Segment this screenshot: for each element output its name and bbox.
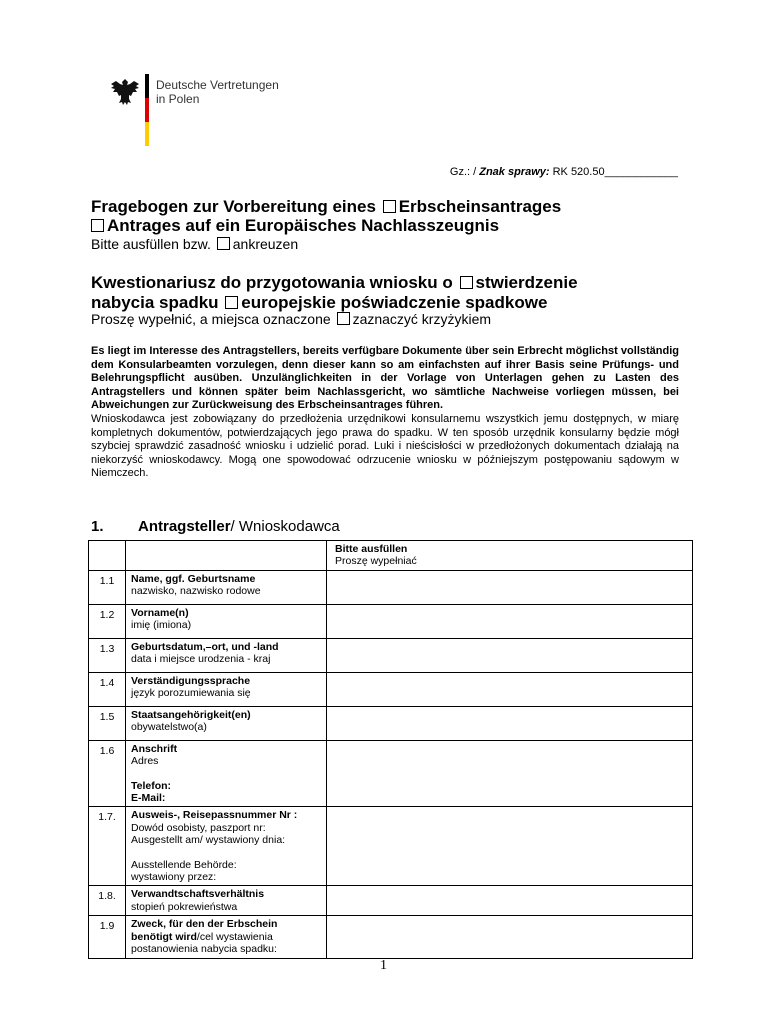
hint-pl-a: Proszę wypełnić, a miejsca oznaczone xyxy=(91,311,331,327)
row-label xyxy=(126,706,327,740)
row-label xyxy=(126,604,327,638)
hint-de xyxy=(91,236,298,253)
row-number: 1.3 xyxy=(89,638,126,672)
table-row xyxy=(89,672,693,706)
applicant-form-table xyxy=(88,540,693,959)
label-de: Geburtsdatum,–ort, und -land xyxy=(131,640,279,653)
page-number: 1 xyxy=(380,958,387,973)
head-pl: Proszę wypełniać xyxy=(335,555,417,568)
intro-de: Es liegt im Interesse des Antragstellers, bereits verfügbare Dokumente über sein Erbrecht möglichst vollständig dem Konsularbeamten vorzulegen, denn dieser kann so am einfachsten auf ihrer Basis seine Prüfungs- und Belehrungspflicht ausüben. Unzulänglichkeiten in der Vorlage von Unterlagen gehen zu Lasten des Antragstellers und können später beim Nachlassgericht, wo sämtliche Nachweise vorliegen müssen, bei Abweichungen zur Zurückweisung des Erbscheinsantrages führen. xyxy=(91,345,679,412)
label-pl: Dowód osobisty, paszport nr: xyxy=(131,821,266,834)
checkbox-hint-de xyxy=(217,237,230,250)
label-pl: obywatelstwo(a) xyxy=(131,721,207,734)
case-reference xyxy=(450,166,678,178)
row-label xyxy=(126,886,327,916)
table-row xyxy=(89,916,693,958)
ref-label: Znak sprawy: xyxy=(479,166,550,178)
label-de: Anschrift xyxy=(131,742,178,755)
row-number: 1.1 xyxy=(89,570,126,604)
label-de: Ausweis-, Reisepassnummer Nr : xyxy=(131,809,298,822)
title-de-text-c: Antrages auf ein Europäisches Nachlasszeugnis xyxy=(107,216,500,235)
title-de-text-b: Erbscheinsantrages xyxy=(398,197,562,216)
table-row xyxy=(89,638,693,672)
title-pl-text-a: Kwestionariusz do przygotowania wniosku o xyxy=(91,273,453,292)
row-number: 1.6 xyxy=(89,740,126,807)
header-fill-hint xyxy=(327,541,693,571)
citizenship-input[interactable] xyxy=(327,706,693,740)
title-pl-text-d: europejskie poświadczenie spadkowe xyxy=(241,293,548,312)
label-authority-pl: wystawiony przez: xyxy=(131,871,217,884)
label-tel: Telefon: xyxy=(131,779,172,792)
row-number: 1.2 xyxy=(89,604,126,638)
checkbox-stwierdzenie[interactable] xyxy=(460,276,473,289)
section-title-de: Antragsteller xyxy=(138,518,231,535)
checkbox-nachlasszeugnis[interactable] xyxy=(91,219,104,232)
language-input[interactable] xyxy=(327,672,693,706)
label-de: Vorname(n) xyxy=(131,606,189,619)
table-row xyxy=(89,740,693,807)
title-pl-text-c: nabycia spadku xyxy=(91,293,219,312)
row-label xyxy=(126,740,327,807)
title-pl-line-1 xyxy=(91,273,578,293)
title-pl-text-b: stwierdzenie xyxy=(475,273,578,292)
label-pl-issued: Ausgestellt am/ wystawiony dnia: xyxy=(131,834,286,847)
title-de-text-a: Fragebogen zur Vorbereitung eines xyxy=(91,197,376,216)
label-pl: język porozumiewania się xyxy=(131,687,251,700)
row-number: 1.4 xyxy=(89,672,126,706)
federal-eagle-logo xyxy=(108,76,142,115)
header-empty-num xyxy=(89,541,126,571)
label-de: Verständigungssprache xyxy=(131,674,251,687)
row-label xyxy=(126,807,327,886)
purpose-input[interactable] xyxy=(327,916,693,958)
title-de-line-2 xyxy=(91,216,499,236)
eagle-icon xyxy=(108,76,142,110)
row-label xyxy=(126,570,327,604)
label-pl: imię (imiona) xyxy=(131,619,192,632)
hint-pl-b: zaznaczyć krzyżykiem xyxy=(352,311,492,327)
row-number: 1.8. xyxy=(89,886,126,916)
label-pl: stopień pokrewieństwa xyxy=(131,900,238,913)
label-mail: E-Mail: xyxy=(131,792,166,805)
checkbox-hint-pl xyxy=(337,312,350,325)
hint-de-b: ankreuzen xyxy=(232,236,299,252)
label-de: Zweck, für den der Erbschein benötigt wird xyxy=(131,918,278,943)
label-de: Verwandtschaftsverhältnis xyxy=(131,888,265,901)
table-row xyxy=(89,706,693,740)
table-header-row xyxy=(89,541,693,571)
row-number: 1.9 xyxy=(89,916,126,958)
birth-input[interactable] xyxy=(327,638,693,672)
section-number: 1. xyxy=(91,518,104,535)
head-de: Bitte ausfüllen xyxy=(335,543,408,555)
table-row xyxy=(89,886,693,916)
german-flag-stripe xyxy=(145,74,149,146)
table-row xyxy=(89,807,693,886)
row-label xyxy=(126,672,327,706)
table-row xyxy=(89,570,693,604)
label-pl: /cel wystawienia postanowienia nabycia spadku: xyxy=(131,930,277,956)
intro-pl: Wnioskodawca jest zobowiązany do przedłożenia urzędnikowi konsularnemu wszystkich jemu dostępnych, w miarę kompletnych dokumentów, potwierdzających jego prawa do spadku. W ten sposób urzędnik konsularny będzie mógł szybciej sprawdzić zasadność wniosku i udzielić porad. Luki i nieścisłości w przedłożonych dokumentach działają na niekorzyść wnioskodawcy. Mogą one spowodować odrzucenie wniosku w późniejszym postępowaniu sądowym w Niemczech. xyxy=(91,412,679,480)
row-label xyxy=(126,638,327,672)
address-input[interactable] xyxy=(327,740,693,807)
org-line-1: Deutsche Vertretungen xyxy=(156,78,279,92)
header-empty-label xyxy=(126,541,327,571)
section-title-pl: / Wnioskodawca xyxy=(230,518,340,535)
label-de: Name, ggf. Geburtsname xyxy=(131,572,256,585)
label-de: Staatsangehörigkeit(en) xyxy=(131,708,251,721)
label-authority-de: Ausstellende Behörde: xyxy=(131,858,237,871)
hint-pl xyxy=(91,311,491,328)
first-name-input[interactable] xyxy=(327,604,693,638)
row-number: 1.7. xyxy=(89,807,126,886)
table-row xyxy=(89,604,693,638)
checkbox-poswiadczenie[interactable] xyxy=(225,296,238,309)
section-heading xyxy=(91,518,340,535)
name-input[interactable] xyxy=(327,570,693,604)
label-pl: Adres xyxy=(131,755,159,768)
passport-input[interactable] xyxy=(327,807,693,886)
checkbox-erbschein[interactable] xyxy=(383,200,396,213)
row-number: 1.5 xyxy=(89,706,126,740)
hint-de-a: Bitte ausfüllen bzw. xyxy=(91,236,211,252)
row-label xyxy=(126,916,327,958)
ref-prefix: Gz.: / xyxy=(449,166,480,178)
title-pl-line-2 xyxy=(91,293,547,313)
relationship-input[interactable] xyxy=(327,886,693,916)
label-pl: nazwisko, nazwisko rodowe xyxy=(131,585,261,598)
ref-value[interactable]: RK 520.50____________ xyxy=(549,166,678,178)
label-pl: data i miejsce urodzenia - kraj xyxy=(131,653,271,666)
title-de-line-1 xyxy=(91,197,561,217)
intro-text xyxy=(91,345,679,481)
organization-name xyxy=(156,78,279,106)
org-line-2: in Polen xyxy=(156,92,200,106)
